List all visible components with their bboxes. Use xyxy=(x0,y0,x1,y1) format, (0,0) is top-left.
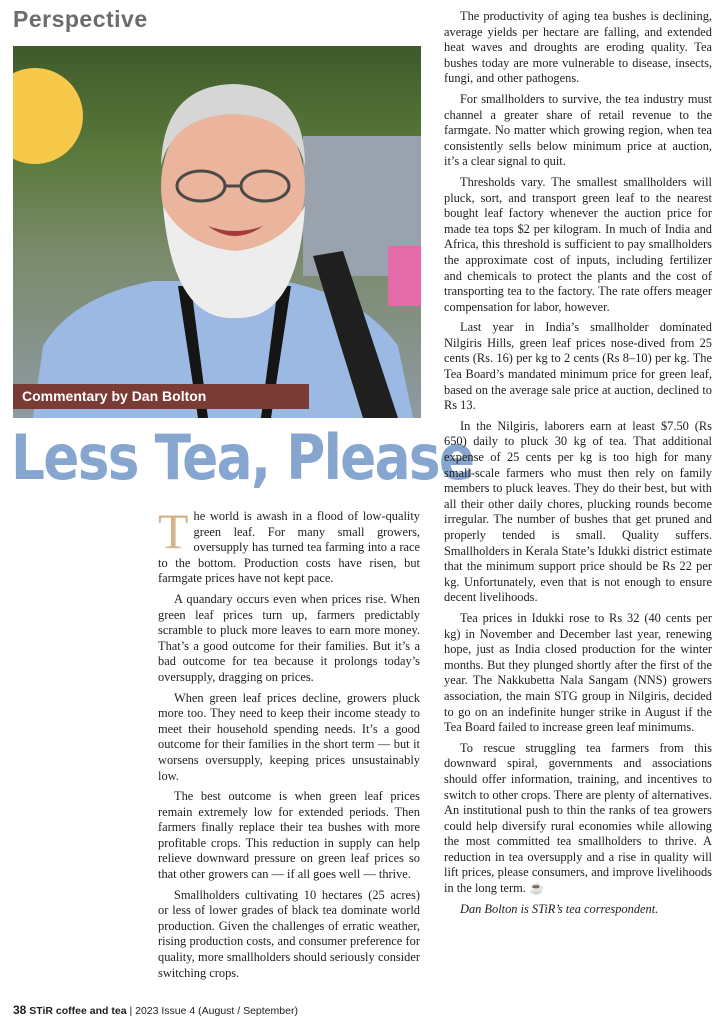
article-paragraph: The world is awash in a flood of low-quality green leaf. For many small growers, oversupply has turned tea farming into a race to the bottom. Production costs have risen, but farmgate prices have not kept pace. xyxy=(158,503,420,586)
article-paragraph: The best outcome is when green leaf prices remain extremely low for extended periods. Then farmers finally replace their tea bushes with more profitable crops. This reduction in supply can help relieve downward pressure on green leaf prices so that other growers can — if all goes well — thrive. xyxy=(158,789,420,882)
article-paragraph: Smallholders cultivating 10 hectares (25 acres) or less of lower grades of black tea dominate world production. Given the challenges of erratic weather, rising production costs, and consumer preference for quality, more smallholders should seriously consider switching crops. xyxy=(158,887,420,980)
issue-info: | 2023 Issue 4 (August / September) xyxy=(129,1005,298,1017)
article-paragraph: Tea prices in Idukki rose to Rs 32 (40 cents per kg) in November and December last year, renewing hope, just as India closed production for the winter months. But they plunged shortly after the first of the year. The Nakkubetta Nala Sangam (NNS) growers association, the main STG group in Nilgiris, decided to go on an indefinite hunger strike in August if the Tea Board failed to increase green leaf minimums. xyxy=(444,610,712,735)
byline: Commentary by Dan Bolton xyxy=(13,384,309,409)
article-paragraph: For smallholders to survive, the tea industry must channel a greater share of retail revenue to the farmgate. No matter which growing region, when tea consistently sells below minimum price at auction, it’s a clear signal to quit. xyxy=(444,91,712,169)
author-photo xyxy=(13,46,421,418)
article-paragraph: When green leaf prices decline, growers pluck more too. They need to keep their income steady to meet their household spending needs. It’s a good outcome for their families in the short term — but it worsens oversupply, keeping prices unsustainably low. xyxy=(158,690,420,783)
article-paragraph: Thresholds vary. The smallest smallholders will pluck, sort, and transport green leaf to the nearest bought leaf factory whenever the auction price for made tea tops $2 per kilogram. In much of India and Africa, this threshold is sufficient to pay smallholders the approximate cost of inputs, including fertilizer and chemicals to protect the plants and the cost of transporting tea to the factory. The rate offers meager compensation for labor, however. xyxy=(444,174,712,314)
lamp-glow xyxy=(13,68,83,164)
article-paragraph: Last year in India’s smallholder dominated Nilgiris Hills, green leaf prices nose-dived from 25 cents (Rs. 16) per kg to 2 cents (Rs 8–10) per kg. The Tea Board’s mandated minimum price for green leaf, based on the average sale price at auction, declined to Rs 13. xyxy=(444,320,712,413)
right-column xyxy=(444,9,712,922)
article-paragraph: To rescue struggling tea farmers from this downward spiral, governments and associations should offer information, training, and incentives to switch to other crops. There are plenty of alternatives. An institutional push to thin the ranks of tea growers could help diversify rural economies while allowing the most committed tea smallholders to thrive. A reduction in tea oversupply and a rise in quality will lift prices, please consumers, and improve livelihoods in the long term. ☕ xyxy=(444,740,712,896)
dropcap: T xyxy=(158,503,189,559)
section-label: Perspective xyxy=(13,6,148,32)
left-column xyxy=(158,503,420,986)
magazine-name: STiR coffee and tea xyxy=(29,1005,127,1017)
tea-cup-icon: ☕ xyxy=(529,881,544,896)
article-paragraph: A quandary occurs even when prices rise. When green leaf prices turn up, farmers predictably scramble to pluck more leaves to earn more money. That’s a good outcome for their families. But it’s a bad outcome for tea because it prolongs today’s oversupply, dragging on prices. xyxy=(158,591,420,684)
article-paragraph: The productivity of aging tea bushes is declining, average yields per hectare are falling, and extended heat waves and droughts are eroding quality. Tea bushes today are more vulnerable to disease, insects, fungi, and other pathogens. xyxy=(444,9,712,86)
author-credit: Dan Bolton is STiR’s tea correspondent. xyxy=(460,901,659,916)
article-paragraph: In the Nilgiris, laborers earn at least $7.50 (Rs 650) daily to pluck 30 kg of tea. That additional expense of 25 cents per kg is too high for many small-scale farmers who must then rely on family members to pluck leaves. They do their best, but with all their other daily chores, plucking rounds become irregular. The number of bushes that get pruned and properly tended is small. Quality suffers. Smallholders in Kerala State’s Idukki district estimate that the minimum support price should be Rs 22 per kg. Unfortunately, even that is not enough to ensure decent livelihoods. xyxy=(444,418,712,605)
headline: Less Tea, Please xyxy=(11,421,474,494)
author-photo-illustration xyxy=(13,46,421,418)
background-stand xyxy=(388,246,421,306)
page-footer xyxy=(13,1003,298,1017)
page-number: 38 xyxy=(13,1003,27,1017)
